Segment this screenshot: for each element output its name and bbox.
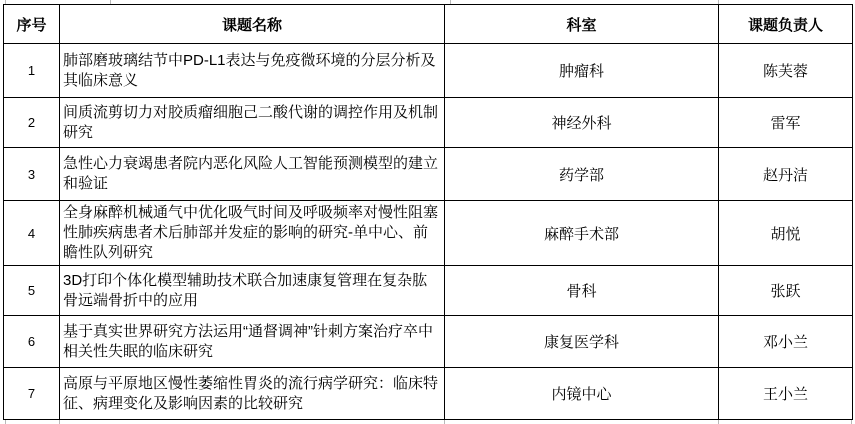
cell-leader: 雷军 — [719, 98, 853, 148]
cell-no: 7 — [4, 368, 60, 420]
table-row — [4, 266, 853, 316]
header-cell-no: 序号 — [4, 5, 60, 44]
cell-title: 高原与平原地区慢性萎缩性胃炎的流行病学研究：临床特征、病理变化及影响因素的比较研究 — [60, 368, 445, 420]
cell-dept: 康复医学科 — [445, 316, 719, 368]
cell-no: 2 — [4, 98, 60, 148]
cell-no: 3 — [4, 148, 60, 201]
cell-leader: 胡悦 — [719, 201, 853, 266]
cell-title: 3D打印个体化模型辅助技术联合加速康复管理在复杂肱骨远端骨折中的应用 — [60, 266, 445, 316]
cell-dept: 骨科 — [445, 266, 719, 316]
cell-leader: 赵丹洁 — [719, 148, 853, 201]
table-row — [4, 148, 853, 201]
cell-no: 6 — [4, 316, 60, 368]
cell-dept: 麻醉手术部 — [445, 201, 719, 266]
header-cell-leader: 课题负责人 — [719, 5, 853, 44]
header-cell-title: 课题名称 — [60, 5, 445, 44]
cell-dept: 神经外科 — [445, 98, 719, 148]
table-row — [4, 316, 853, 368]
cell-leader: 王小兰 — [719, 368, 853, 420]
cell-leader: 邓小兰 — [719, 316, 853, 368]
header-cell-dept: 科室 — [445, 5, 719, 44]
cell-title: 间质流剪切力对胶质瘤细胞己二酸代谢的调控作用及机制研究 — [60, 98, 445, 148]
cell-no: 1 — [4, 44, 60, 98]
table-row — [4, 98, 853, 148]
cell-leader: 陈芙蓉 — [719, 44, 853, 98]
cell-leader: 张跃 — [719, 266, 853, 316]
cell-title: 基于真实世界研究方法运用“通督调神”针刺方案治疗卒中相关性失眠的临床研究 — [60, 316, 445, 368]
cell-title: 急性心力衰竭患者院内恶化风险人工智能预测模型的建立和验证 — [60, 148, 445, 201]
header-row — [4, 5, 853, 44]
table-row — [4, 368, 853, 420]
cell-no: 5 — [4, 266, 60, 316]
cell-title: 肺部磨玻璃结节中PD-L1表达与免疫微环境的分层分析及其临床意义 — [60, 44, 445, 98]
table-row — [4, 201, 853, 266]
table-row — [4, 44, 853, 98]
project-table — [3, 4, 853, 420]
cell-dept: 肿瘤科 — [445, 44, 719, 98]
cell-dept: 药学部 — [445, 148, 719, 201]
cell-title: 全身麻醉机械通气中优化吸气时间及呼吸频率对慢性阻塞性肺疾病患者术后肺部并发症的影响的研究-单中心、前瞻性队列研究 — [60, 201, 445, 266]
cell-dept: 内镜中心 — [445, 368, 719, 420]
cell-no: 4 — [4, 201, 60, 266]
